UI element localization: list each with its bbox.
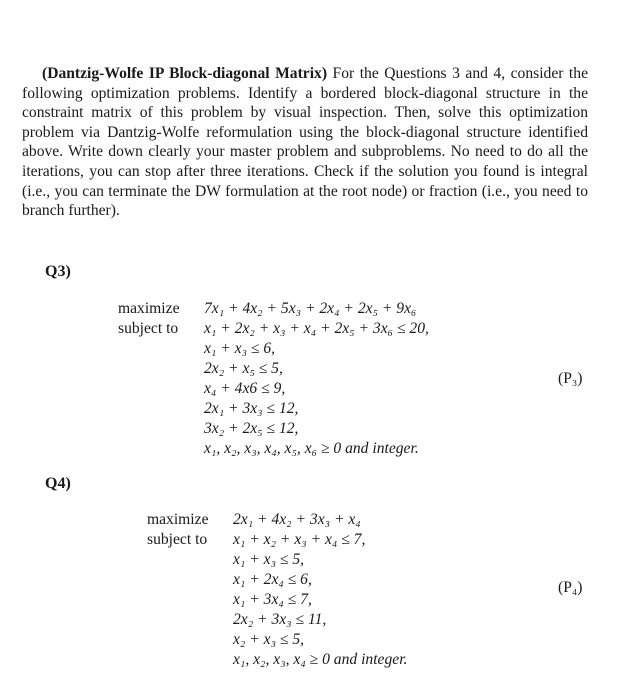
- problem-title: (Dantzig-Wolfe IP Block-diagonal Matrix): [42, 65, 328, 82]
- q3-constraint-4: x₄ + 4x6 ≤ 9,: [204, 380, 286, 397]
- q4-constraint-domain: x₁, x₂, x₃, x₄ ≥ 0 and integer.: [233, 651, 408, 668]
- q4-constraint-3: x₁ + 2x₄ ≤ 6,: [233, 571, 312, 588]
- q3-constraint-domain: x₁, x₂, x₃, x₄, x₅, x₆ ≥ 0 and integer.: [204, 440, 419, 457]
- q3-constraint-6: 3x₂ + 2x₅ ≤ 12,: [204, 420, 299, 437]
- q4-constraint-2: x₁ + x₃ ≤ 5,: [233, 551, 305, 568]
- q4-constraint-5: 2x₂ + 3x₃ ≤ 11,: [233, 611, 327, 628]
- q4-label: Q4): [45, 475, 71, 492]
- q3-maximize-keyword: maximize: [118, 300, 180, 317]
- q3-objective: 7x₁ + 4x₂ + 5x₃ + 2x₄ + 2x₅ + 9x₆: [204, 300, 417, 317]
- q3-constraint-1: x₁ + 2x₂ + x₃ + x₄ + 2x₅ + 3x₆ ≤ 20,: [204, 320, 429, 337]
- q4-problem-tag: (P₄): [558, 579, 583, 596]
- q3-subject-to-keyword: subject to: [118, 320, 179, 337]
- problem-statement: [22, 64, 588, 221]
- problem-body: For the Questions 3 and 4, consider the following optimization problems. Identify a bordered block-diagonal structure in the constraint matrix of this problem by visual inspection. Then, solve this optimization problem via Dantzig-Wolfe reformulation using the block-diagonal structure identified above. Write down clearly your master problem and subproblems. No need to do all the iterations, you can stop after three iterations. Check if the solution you found is integral (i.e., you can terminate the DW formulation at the root node) or fraction (i.e., you need to branch further).: [22, 65, 588, 220]
- q3-label: Q3): [45, 263, 71, 280]
- q3-problem-tag: (P₃): [558, 370, 583, 387]
- q4-maximize-keyword: maximize: [147, 511, 209, 528]
- q3-constraint-2: x₁ + x₃ ≤ 6,: [204, 340, 276, 357]
- q4-objective: 2x₁ + 4x₂ + 3x₃ + x₄: [233, 511, 361, 528]
- q3-constraint-5: 2x₁ + 3x₃ ≤ 12,: [204, 400, 299, 417]
- q4-constraint-4: x₁ + 3x₄ ≤ 7,: [233, 591, 312, 608]
- q4-subject-to-keyword: subject to: [147, 531, 208, 548]
- q4-constraint-1: x₁ + x₂ + x₃ + x₄ ≤ 7,: [233, 531, 366, 548]
- q3-constraint-3: 2x₂ + x₅ ≤ 5,: [204, 360, 283, 377]
- q4-constraint-6: x₂ + x₃ ≤ 5,: [233, 631, 305, 648]
